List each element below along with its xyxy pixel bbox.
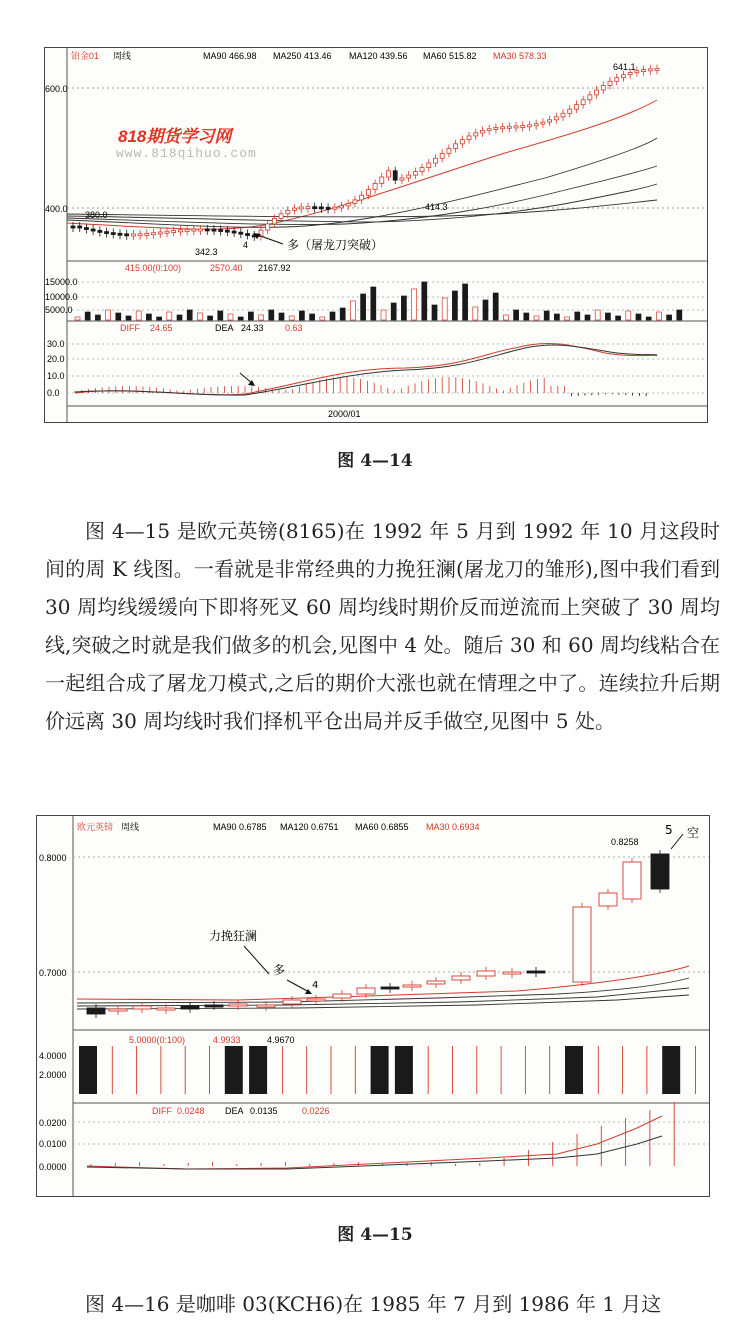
fig1-candle-body <box>185 229 189 231</box>
fig1-volume-bar <box>565 317 570 320</box>
fig1-signal-text: 多（屠龙刀突破） <box>287 238 384 252</box>
fig1-candle-body <box>366 190 370 196</box>
fig1-macd-tick-30: 30.0 <box>47 339 65 349</box>
fig2-candle-body <box>181 1006 199 1009</box>
fig2-ma30-line <box>77 966 689 1000</box>
fig1-candle-body <box>360 195 364 200</box>
fig1-volume-bar <box>605 313 610 320</box>
fig2-force-arrow <box>244 946 269 974</box>
fig1-candle-body <box>494 128 498 130</box>
fig1-candle-body <box>373 183 377 189</box>
fig2-volume-bar <box>371 1046 389 1094</box>
fig1-vol-tick-10000: 10000.0 <box>45 292 78 302</box>
watermark-brand-text: 818期货学习网 <box>118 127 232 146</box>
fig1-candle-body <box>340 206 344 208</box>
fig1-volume-bar <box>667 315 672 320</box>
fig2-candle-body <box>573 907 591 982</box>
fig2-candle-body <box>87 1008 105 1014</box>
fig2-ma30: MA30 0.6934 <box>426 822 480 832</box>
fig1-candle-body <box>447 148 451 153</box>
fig1-candle-body <box>427 163 431 168</box>
fig2-macd-tick-200: 0.0200 <box>39 1118 67 1128</box>
fig1-volume-bar <box>381 310 386 320</box>
fig1-volume-bar <box>248 312 253 320</box>
fig1-volume-bar <box>371 287 376 320</box>
fig2-candle-body <box>599 893 617 906</box>
fig1-macd-tick-0: 0.0 <box>47 388 60 398</box>
fig1-volume-bar <box>626 311 631 320</box>
fig2-tick-07: 0.7000 <box>39 968 67 978</box>
fig2-diff-line <box>87 1116 662 1169</box>
fig1-candle-body <box>225 230 229 232</box>
fig2-ma90: MA90 0.6785 <box>213 822 267 832</box>
fig1-volume-bar <box>85 312 90 320</box>
fig1-candle-body <box>568 109 572 113</box>
fig2-volume-bars <box>79 1046 696 1094</box>
fig2-candle-body <box>229 1004 247 1006</box>
fig1-volume-bar <box>534 316 539 320</box>
fig2-short-arrow <box>671 834 683 849</box>
fig2-five-label: 5 <box>665 823 673 837</box>
fig2-volume-bar <box>79 1046 97 1094</box>
fig1-candle-body <box>353 200 357 204</box>
fig1-volume-bar <box>585 315 590 320</box>
fig1-volume-bar <box>299 311 304 320</box>
fig1-volume-bar <box>75 317 80 320</box>
fig1-candle-body <box>84 228 88 230</box>
fig2-candle-body <box>205 1005 223 1007</box>
fig1-candle-body <box>105 232 109 234</box>
fig1-volume-bar <box>636 314 641 320</box>
fig2-candle-body <box>427 981 445 984</box>
fig2-vol-header-2: 4.9933 <box>213 1035 241 1045</box>
fig2-ma120: MA120 0.6751 <box>280 822 339 832</box>
fig1-candle-body <box>588 95 592 100</box>
fig1-candle-body <box>111 233 115 235</box>
fig1-candle-body <box>91 229 95 231</box>
fig1-ma30: MA30 578.33 <box>493 51 547 61</box>
fig1-candle-body <box>480 130 484 132</box>
fig1-candle-body <box>138 234 142 236</box>
fig2-candle-body <box>527 971 545 973</box>
fig1-volume-bar <box>126 316 131 320</box>
paragraph-1-text: 图 4—15 是欧元英镑(8165)在 1992 年 5 月到 1992 年 10 月这段时间的周 K 线图。一看就是非常经典的力挽狂澜(屠龙刀的雏形),图中我们看到 30 周均线缓缓向下即将死叉 60 周均线时期价反而逆流而上突破了 30 周均线,突破之时就是我们做多的机会,见图中 4 处。随后 30 和 60 周均线粘合在一起组合成了屠龙刀模式,之后的期价大涨也就在情理之中了。连续拉升后期价远离 30 周均线时我们择机平仓出局并反手做空,见图中 5 处。 <box>45 519 720 733</box>
fig1-ma60: MA60 515.82 <box>423 51 477 61</box>
fig1-candle-body <box>205 229 209 231</box>
fig1-date-label: 2000/01 <box>328 409 361 419</box>
fig2-candle-body <box>623 862 641 899</box>
fig2-long-arrowhead <box>305 989 312 994</box>
fig2-period: 周线 <box>121 822 140 832</box>
fig1-candle-body <box>118 233 122 235</box>
fig1-volume-bar <box>167 312 172 320</box>
fig1-candle-body <box>326 207 330 209</box>
fig2-volume-bar <box>225 1046 243 1094</box>
fig1-candle-body <box>407 175 411 178</box>
fig2-long-arrow <box>287 980 309 992</box>
fig1-candle-body <box>178 230 182 232</box>
fig1-candle-body <box>239 232 243 234</box>
fig2-candle-body <box>452 976 470 980</box>
figure-4-15-svg <box>37 816 709 1196</box>
fig1-volume-bar <box>503 315 508 320</box>
fig2-candle-body <box>357 988 375 994</box>
fig2-long-label: 多 <box>273 963 286 977</box>
fig1-candle-body <box>212 229 216 231</box>
fig1-volume-bar <box>320 317 325 320</box>
fig2-volume-bar <box>249 1046 267 1094</box>
fig1-candle-body <box>507 126 511 128</box>
fig2-force-label: 力挽狂澜 <box>209 929 258 943</box>
fig1-candle-body <box>561 113 565 117</box>
fig1-diff-value: 24.65 <box>150 323 173 333</box>
figure-4-15-chart <box>36 815 710 1197</box>
fig1-volume-bar <box>330 312 335 320</box>
fig1-dea-label: DEA <box>215 323 234 333</box>
fig1-candle-body <box>487 129 491 131</box>
fig1-macd-tick-20: 20.0 <box>47 354 65 364</box>
fig1-candle-body <box>333 207 337 209</box>
fig1-candle-body <box>581 100 585 105</box>
fig2-candle-body <box>651 854 669 889</box>
fig1-candle-body <box>548 120 552 122</box>
fig1-candle-body <box>299 207 303 209</box>
fig1-candle-body <box>433 158 437 163</box>
fig1-candle-body <box>279 214 283 219</box>
fig1-volume-bar <box>524 313 529 320</box>
figure-4-15-caption: 图 4—15 <box>337 1225 413 1245</box>
fig1-candle-body <box>460 140 464 144</box>
fig1-volume-bar <box>432 305 437 320</box>
fig1-volume-bar <box>554 314 559 320</box>
fig2-volume-bar <box>395 1046 413 1094</box>
fig1-candle-body <box>346 203 350 205</box>
fig1-volume-bar <box>473 307 478 320</box>
fig1-macd-tick-10: 10.0 <box>47 371 65 381</box>
fig2-symbol: 欧元英镑 <box>77 822 114 832</box>
fig1-candle-body <box>293 208 297 210</box>
fig1-symbol: 铂金01 <box>71 51 100 61</box>
fig1-candle-body <box>400 178 404 180</box>
fig1-candle-body <box>152 233 156 235</box>
fig1-volume-bar <box>646 317 651 320</box>
fig1-candle-body <box>98 230 102 232</box>
fig1-vol-header-1: 415.00(0:100) <box>125 263 182 273</box>
fig1-candle-body <box>608 81 612 85</box>
fig2-diff-label: DIFF <box>152 1106 172 1116</box>
fig1-volume-bar <box>422 282 427 320</box>
fig1-mid-label: 414.3 <box>425 202 448 212</box>
fig2-vol-tick-4: 4.0000 <box>39 1051 67 1061</box>
fig1-macd-value: 0.63 <box>285 323 303 333</box>
fig2-candle-body <box>257 1005 275 1007</box>
body-paragraph-2 <box>45 1285 720 1323</box>
fig1-candle-body <box>71 226 75 228</box>
fig2-high-label: 0.8258 <box>611 837 639 847</box>
fig1-vol-tick-15000: 15000.0 <box>45 277 78 287</box>
fig1-candle-body <box>192 229 196 231</box>
fig2-vol-header-1: 5.0000(0:100) <box>129 1035 186 1045</box>
fig2-volume-bar <box>662 1046 680 1094</box>
fig1-period: 周线 <box>113 51 132 61</box>
fig1-candle-body <box>534 124 538 126</box>
fig2-candle-body <box>307 999 325 1001</box>
fig1-vol-tick-5000: 5000.0 <box>45 305 73 315</box>
fig2-candle-body <box>403 985 421 987</box>
fig1-candle-body <box>574 105 578 110</box>
fig1-candle-body <box>78 226 82 228</box>
fig1-candle-body <box>393 171 397 180</box>
fig1-diff-line <box>75 343 657 394</box>
fig1-high-label: 641.1 <box>613 62 636 72</box>
fig1-candle-body <box>601 85 605 90</box>
fig2-four-label: 4 <box>312 980 319 991</box>
fig1-volume-bar <box>595 310 600 320</box>
fig1-volume-bar <box>544 311 549 320</box>
fig1-volume-bar <box>452 291 457 320</box>
fig1-volume-bar <box>208 316 213 320</box>
fig1-volume-bar <box>116 313 121 320</box>
fig2-ma60: MA60 0.6855 <box>355 822 409 832</box>
watermark-brand <box>118 122 231 147</box>
fig1-vol-header-3: 2167.92 <box>258 263 291 273</box>
fig2-dea-value: 0.0135 <box>250 1106 278 1116</box>
fig1-candle-body <box>266 224 270 230</box>
fig1-volume-bar <box>238 317 243 320</box>
fig1-candle-body <box>386 171 390 177</box>
paragraph-2-text: 图 4—16 是咖啡 03(KCH6)在 1985 年 7 月到 1986 年 1 月这 <box>85 1292 662 1316</box>
fig1-candle-body <box>172 231 176 233</box>
watermark-url: www.818qihuo.com <box>116 146 257 161</box>
fig1-candle-body <box>272 218 276 224</box>
fig1-volume-bar <box>616 316 621 320</box>
fig1-volume-bar <box>279 313 284 320</box>
fig2-volume-bar <box>565 1046 583 1094</box>
fig2-candle-body <box>333 994 351 998</box>
fig1-candle-body <box>501 127 505 129</box>
fig1-candle-body <box>158 232 162 234</box>
fig1-candle-body <box>527 125 531 127</box>
fig1-tick-400: 400.0 <box>45 204 68 214</box>
fig1-volume-bar <box>218 311 223 320</box>
fig1-candle-body <box>232 231 236 233</box>
fig1-candle-body <box>615 78 619 82</box>
fig1-volume-bar <box>463 284 468 320</box>
fig1-volume-bar <box>289 316 294 320</box>
fig1-volume-bar <box>269 310 274 320</box>
fig1-dea-value: 24.33 <box>241 323 264 333</box>
fig1-volume-bar <box>514 310 519 320</box>
fig1-volume-bar <box>187 310 192 320</box>
fig1-volume-bar <box>401 296 406 320</box>
fig1-volume-bar <box>136 311 141 320</box>
fig1-volume-bar <box>350 301 355 320</box>
fig2-macd-tick-100: 0.0100 <box>39 1139 67 1149</box>
fig1-candle-body <box>165 231 169 233</box>
fig1-diff-label: DIFF <box>120 323 140 333</box>
figure-4-14-caption: 图 4—14 <box>337 451 413 471</box>
fig1-volume-bar <box>228 314 233 320</box>
fig1-candle-body <box>199 229 203 231</box>
fig2-short-label: 空 <box>687 826 700 840</box>
fig1-ma90: MA90 466.98 <box>203 51 257 61</box>
fig1-signal-number: 4 <box>243 240 249 250</box>
fig1-volume-bar <box>259 315 264 320</box>
fig1-tick-600: 600.0 <box>45 84 68 94</box>
fig1-volume-bars <box>75 282 682 320</box>
fig1-candle-body <box>313 207 317 209</box>
fig1-candle-body <box>306 207 310 209</box>
fig1-candle-body <box>440 153 444 158</box>
fig1-candle-body <box>319 207 323 209</box>
fig1-candle-body <box>145 233 149 235</box>
fig1-candle-body <box>648 69 652 71</box>
fig2-candle-body <box>157 1008 175 1010</box>
fig1-volume-bar <box>412 289 417 320</box>
fig1-volume-bar <box>197 313 202 320</box>
fig1-candle-body <box>467 136 471 140</box>
fig2-candle-body <box>503 972 521 974</box>
fig1-candle-body <box>655 68 659 70</box>
fig1-volume-bar <box>361 294 366 320</box>
fig1-volume-bar <box>106 310 111 320</box>
fig1-volume-bar <box>575 312 580 320</box>
fig2-candle-body <box>477 971 495 976</box>
fig1-volume-bar <box>656 312 661 320</box>
fig1-candle-body <box>521 126 525 128</box>
fig1-candle-body <box>219 229 223 231</box>
fig1-candle-body <box>454 144 458 149</box>
fig1-candle-body <box>474 133 478 136</box>
fig1-volume-bar <box>677 310 682 320</box>
fig2-tick-08: 0.8000 <box>39 853 67 863</box>
fig1-volume-bar <box>391 303 396 320</box>
fig1-candle-body <box>541 122 545 124</box>
fig1-candle-body <box>514 126 518 128</box>
fig1-candle-body <box>595 90 599 95</box>
fig1-volume-bar <box>146 314 151 320</box>
fig1-volume-bar <box>177 315 182 320</box>
fig1-volume-bar <box>340 308 345 320</box>
fig2-macd-tick-0: 0.0000 <box>39 1162 67 1172</box>
fig1-candle-body <box>125 234 129 236</box>
fig2-macd-value: 0.0226 <box>302 1106 330 1116</box>
fig2-candle-body <box>283 1000 301 1004</box>
fig1-volume-bar <box>493 293 498 320</box>
fig2-candle-body <box>109 1009 127 1011</box>
fig1-volume-bar <box>442 298 447 320</box>
figure-4-14-svg <box>45 48 707 422</box>
fig1-volume-bar <box>310 314 315 320</box>
fig1-candle-body <box>420 168 424 172</box>
fig1-low-label: 342.3 <box>195 247 218 257</box>
fig1-ma30-line <box>67 100 657 229</box>
fig2-candle-body <box>133 1006 151 1009</box>
fig2-vol-tick-2: 2.0000 <box>39 1070 67 1080</box>
fig1-candle-body <box>246 234 250 236</box>
fig1-vol-header-2: 2570.40 <box>210 263 243 273</box>
fig1-candle-body <box>628 72 632 74</box>
fig1-ma120: MA120 439.56 <box>349 51 408 61</box>
fig1-candle-body <box>554 117 558 120</box>
fig1-volume-bar <box>95 315 100 320</box>
fig2-dea-label: DEA <box>225 1106 244 1116</box>
fig2-candle-body <box>381 987 399 989</box>
fig1-candle-body <box>380 177 384 183</box>
fig1-volume-bar <box>157 317 162 320</box>
fig1-candle-body <box>642 70 646 72</box>
body-paragraph-1 <box>45 512 720 740</box>
fig1-volume-bar <box>483 300 488 320</box>
fig1-candle-body <box>286 210 290 213</box>
fig1-candle-body <box>131 234 135 236</box>
fig2-diff-value: 0.0248 <box>177 1106 205 1116</box>
fig1-candle-body <box>621 75 625 78</box>
fig1-left-label: 380.0 <box>85 210 108 220</box>
fig1-ma250: MA250 413.46 <box>273 51 332 61</box>
fig2-vol-header-3: 4.9670 <box>267 1035 295 1045</box>
fig1-macd-bars <box>75 377 646 396</box>
fig2-ma90-line <box>77 988 689 1006</box>
figure-4-14-chart <box>44 47 708 423</box>
fig1-candle-body <box>413 172 417 175</box>
